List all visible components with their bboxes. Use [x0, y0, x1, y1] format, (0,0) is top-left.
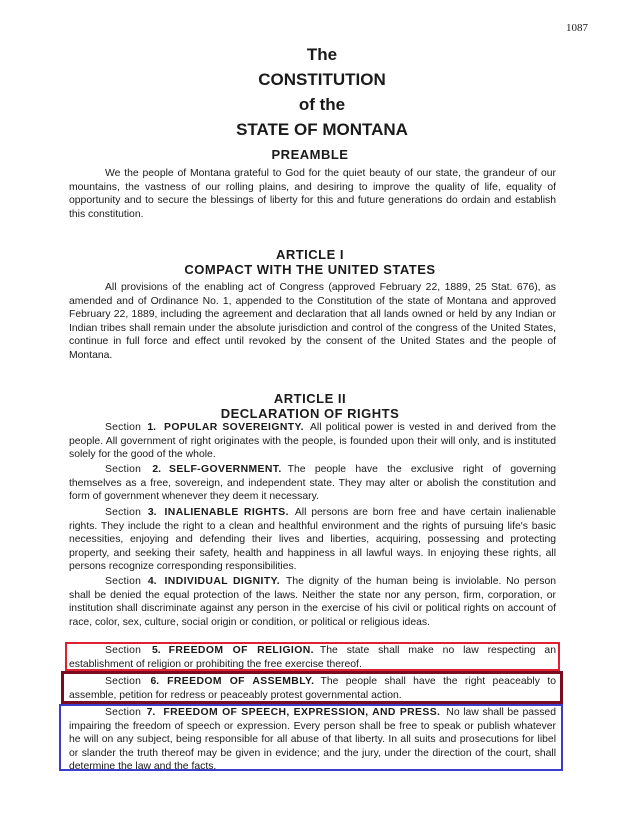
section-title: FREEDOM OF ASSEMBLY.	[167, 676, 315, 687]
article-1-subheading: COMPACT WITH THE UNITED STATES	[184, 262, 436, 277]
title-line-4: STATE OF MONTANA	[236, 120, 408, 139]
page-number: 1087	[566, 22, 588, 34]
article-2-heading: ARTICLE II	[273, 391, 347, 406]
section-label: Section	[105, 645, 142, 656]
section-number: 6.	[150, 676, 160, 687]
section-4	[69, 575, 556, 629]
title-line-3: of the	[298, 95, 346, 114]
section-label: Section	[105, 507, 142, 518]
document-title	[0, 42, 644, 142]
section-text: The state shall make no law respecting an establishment of religion or prohibiting the free exercise thereof.	[69, 645, 556, 670]
section-text: The people shall have the right peaceably to assemble, petition for redress or peaceably protest governmental action.	[69, 676, 556, 701]
section-text: No law shall be passed impairing the freedom of speech or expression. Every person shall be free to speak or publish whatever he will on any subject, being responsible for all abuse of that liberty. In all suits and prosecutions for libel or slander the truth thereof may be given in evidence; and the jury, under the direction of the court, shall determine the law and the facts.	[69, 707, 556, 773]
section-label: Section	[105, 676, 142, 687]
section-text: The people have the exclusive right of governing themselves as a free, sovereign, and independent state. They may alter or abolish the constitution and form of government whenever they deem it necessary.	[69, 464, 556, 503]
section-3	[69, 506, 556, 574]
section-number: 1.	[147, 422, 157, 433]
section-number: 3.	[147, 507, 157, 518]
section-title: FREEDOM OF SPEECH, EXPRESSION, AND PRESS.	[163, 707, 441, 718]
preamble-heading: PREAMBLE	[271, 147, 349, 162]
section-text: The dignity of the human being is inviolable. No person shall be denied the equal protection of the laws. Neither the state nor any person, firm, corporation, or institution shall discriminate against any person in the exercise of his civil or political rights on account of race, color, sex, culture, social origin or condition, or political or religious ideas.	[69, 576, 557, 628]
section-number: 7.	[146, 707, 156, 718]
preamble-text	[69, 167, 556, 221]
section-title: SELF-GOVERNMENT.	[169, 464, 282, 475]
section-text: All persons are born free and have certain inalienable rights. They include the right to a clean and healthful environment and the rights of pursuing life's basic necessities, enjoying and defending their lives and liberties, acquiring, possessing and protecting property, and seeking their safety, health and happiness in all lawful ways. In enjoying these rights, all persons recognize corresponding responsibilities.	[69, 507, 556, 573]
article-2-subheading: DECLARATION OF RIGHTS	[220, 406, 400, 421]
section-number: 2.	[152, 464, 162, 475]
section-label: Section	[105, 464, 142, 475]
section-number: 5.	[151, 645, 161, 656]
section-text: All political power is vested in and derived from the people. All government of right originates with the people, is founded upon their will only, and is instituted solely for the good of the whole.	[69, 422, 557, 461]
section-title: INALIENABLE RIGHTS.	[164, 507, 289, 518]
section-label: Section	[105, 422, 142, 433]
section-7	[69, 706, 556, 774]
preamble-body: We the people of Montana grateful to God for the quiet beauty of our state, the grandeur of our mountains, the vastness of our rolling plains, and desiring to improve the quality of life, equality of opportunity and to secure the blessings of liberty for this and future generations do ordain and establish this constitution.	[69, 168, 556, 220]
section-6	[69, 675, 556, 702]
article-1-body: All provisions of the enabling act of Congress (approved February 22, 1889, 25 Stat. 676), as amended and of Ordinance No. 1, appended to the Constitution of the state of Montana and approved February 22, 1889, including the agreement and declaration that all lands owned or held by any Indian or Indian tribes shall remain under the absolute jurisdiction and control of the congress of the United States, continue in full force and effect until revoked by the consent of the United States and the people of Montana.	[69, 282, 556, 361]
section-2	[69, 463, 556, 504]
section-label: Section	[105, 576, 142, 587]
section-title: INDIVIDUAL DIGNITY.	[164, 576, 281, 587]
section-title: POPULAR SOVEREIGNTY.	[164, 422, 304, 433]
title-line-2: CONSTITUTION	[258, 70, 386, 89]
section-title: FREEDOM OF RELIGION.	[168, 645, 314, 656]
article-1-text	[69, 281, 556, 363]
section-1	[69, 421, 556, 462]
section-label: Section	[105, 707, 142, 718]
section-number: 4.	[147, 576, 157, 587]
title-line-1: The	[306, 45, 338, 64]
section-5	[69, 644, 556, 671]
article-1-heading: ARTICLE I	[275, 247, 345, 262]
